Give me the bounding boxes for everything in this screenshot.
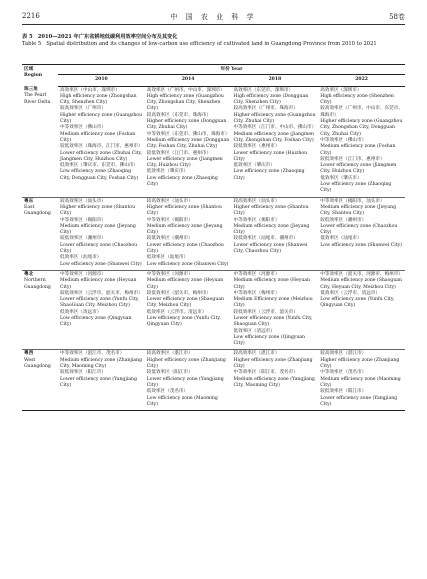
zone-entry-en: Low efficiency zone (Shanwei City): [320, 242, 402, 248]
efficiency-table: [22, 64, 405, 411]
zone-entry-cn: 较低效率区（汕尾市、潮州市）: [233, 236, 298, 242]
zone-entry-en: Lower efficiency zone (Jiangmen City, Huizhou City): [146, 156, 223, 169]
zone-entry-en: Medium efficiency zone (Foshan City): [320, 144, 396, 156]
zone-cell-2010: [58, 270, 145, 350]
region-name-cn: 粤西: [24, 351, 34, 357]
zone-entry-cn: 中等效率区（梅州市）: [233, 290, 280, 296]
zone-cell-2014: [145, 270, 232, 350]
zone-entry-en: Low efficiency zone (Qingyuan City): [60, 315, 132, 328]
zone-entry-cn: 中等效率区（阳江市、茂名市）: [233, 370, 298, 376]
year-header-2022: 2022: [318, 75, 405, 86]
zone-entry-en: High efficiency zone (Shenzhen City): [320, 93, 394, 106]
zone-entry-en: Lower efficiency zone (Jiangmen City, Huizhou City): [320, 163, 397, 175]
table-row-northern-guangdong: [22, 270, 405, 350]
zone-entry-cn: 中等效率区（揭阳市）: [60, 217, 106, 223]
zone-cell-2010: [58, 350, 145, 411]
zone-entry-cn: 中等效率区（揭阳市）: [233, 217, 280, 223]
year-header-2018: 2018: [232, 75, 319, 86]
zone-cell-2018: [232, 86, 319, 197]
zone-entry-cn: 低效率区（汕尾市）: [60, 255, 102, 261]
zone-entry-cn: 较高效率区（汕头市）: [60, 198, 106, 204]
zone-cell-2014: [145, 197, 232, 270]
zone-entry-cn: 中等效率区（湛江市、茂名市）: [60, 351, 125, 357]
zone-entry-en: Medium efficiency zone (Jieyang City): [60, 223, 136, 236]
zone-entry-cn: 较高效率区（广州市、珠海市）: [233, 106, 298, 112]
zone-entry-en: Lower efficiency zone (Shanwei City, Chaozhou City): [233, 242, 308, 255]
zone-entry-cn: 中等效率区（江门市、中山市、佛山市）: [233, 125, 317, 131]
caption-chinese: 表 5 2010—2021 年广东省耕地低碳利用效率空间分布及其变化: [22, 34, 178, 40]
zone-entry-en: Medium Efficiency zone (Meizhou City): [233, 297, 313, 309]
volume-label: 58卷: [389, 13, 405, 21]
zone-entry-en: Medium efficiency zone (Shaoguan City, Heyuan City, Meizhou City): [320, 278, 402, 290]
zone-entry-cn: 高效率区（深圳市）: [320, 87, 362, 93]
zone-entry-en: Medium efficiency zone (Jieyang City, Shantou City): [320, 204, 397, 217]
zone-entry-cn: 中等效率区（河源市）: [146, 271, 193, 277]
zone-entry-en: Higher efficiency zone (Shantou City): [233, 204, 309, 217]
zone-cell-2022: [318, 197, 405, 270]
zone-entry-cn: 中等效率区（东莞市、佛山市、珠海市）: [146, 131, 230, 137]
zone-entry-en: Medium efficiency zone (Heyuan City): [233, 278, 310, 290]
zone-entry-cn: 高效率区（东莞市、深圳市）: [233, 87, 294, 93]
zone-entry-cn: 低效率区（肇庆市、东莞市、佛山市）: [60, 163, 139, 169]
zone-entry-cn: 中等效率区（佛山市）: [60, 125, 106, 131]
zone-entry-en: Low efficiency zone (Zhaoqing City, Dongguan City, Foshan City): [60, 169, 139, 181]
zone-entry-cn: 中等效率区（韶关市、河源市、梅州市）: [320, 271, 403, 277]
table-caption: [22, 34, 405, 48]
zone-entry-cn: 较高效率区（湛江市）: [146, 351, 193, 357]
zone-entry-en: Higher efficiency zone (Zhanjiang City): [146, 357, 226, 370]
zone-cell-2018: [232, 270, 319, 350]
zone-entry-en: Lower efficiency zone (Yunfu City, Shaoguan City): [233, 315, 313, 328]
zone-entry-cn: 低效率区（清远市）: [60, 309, 102, 315]
zone-entry-cn: 较高效率区（广州市）: [60, 106, 106, 112]
zone-entry-en: Lower efficiency zone (Chaozhou City): [60, 242, 138, 255]
zone-entry-en: Lower efficiency zone (Yangjiang City): [60, 376, 137, 388]
zone-entry-en: Low efficiency zone (Shanwei City): [60, 261, 142, 267]
zone-entry-cn: 较低效率区（韶关市、梅州市）: [146, 290, 212, 296]
zone-entry-cn: 低效率区（汕尾市）: [146, 255, 189, 261]
zone-entry-cn: 低效率区（肇庆市）: [146, 169, 189, 175]
zone-entry-en: Higher efficiency zone (Guangzhou City): [60, 112, 143, 125]
zone-entry-cn: 较高效率区（汕头市）: [233, 198, 280, 204]
region-name-cn: 粤东: [24, 198, 34, 204]
zone-cell-2014: [145, 86, 232, 197]
zone-entry-cn: 中等效率区（揭阳市）: [146, 217, 193, 223]
zone-cell-2022: [318, 350, 405, 411]
zone-entry-en: Low efficiency zone (Zhaoqing City): [233, 169, 305, 181]
journal-title: 中 国 农 业 科 学: [170, 13, 257, 21]
zone-entry-cn: 较低效率区（阳江市）: [146, 370, 193, 376]
zone-cell-2022: [318, 86, 405, 197]
zone-entry-en: High efficiency zone (Zhongshan City, Shenzhen City): [60, 93, 137, 106]
zone-entry-en: Lower efficiency zone (Huizhou City): [233, 150, 308, 162]
table-row-pearl-river-delta: [22, 86, 405, 197]
region-name-cn: 珠三角: [24, 87, 38, 93]
region-name-en: Northern Guangdong: [24, 278, 51, 290]
zone-entry-en: Low efficiency zone (Shanwei City): [146, 261, 229, 267]
zone-entry-cn: 较低效率区（江门市、惠州市）: [320, 156, 385, 162]
zone-entry-cn: 较高效率区（汕头市）: [146, 198, 193, 204]
zone-entry-cn: 低效率区（汕尾市）: [320, 236, 362, 242]
zone-entry-cn: 中等效率区（揭阳市、汕头市）: [320, 198, 385, 204]
zone-cell-2018: [232, 197, 319, 270]
zone-entry-cn: 高效率区（广州市、中山市、深圳市）: [146, 87, 225, 93]
zone-entry-cn: 较高效率区（湛江市）: [233, 351, 280, 357]
zone-entry-en: Higher efficiency zone (Guangzhou City, Zhuhai City): [233, 112, 316, 125]
zone-entry-cn: 较低效率区（阳江市）: [320, 389, 367, 395]
zone-entry-cn: 较低效率区（云浮市、韶关市）: [233, 309, 298, 315]
zone-entry-en: Medium efficiency zone (Jieyang City): [233, 223, 310, 236]
table-row-west-guangdong: [22, 350, 405, 411]
region-name-en: West Guangdong: [24, 357, 51, 370]
zone-cell-2010: [58, 86, 145, 197]
zone-entry-en: Lower efficiency zone (Yangjiang City): [146, 376, 224, 388]
zone-entry-cn: 低效率区（肇庆市）: [233, 163, 275, 169]
zone-entry-cn: 较高效率区（湛江市）: [320, 351, 367, 357]
zone-entry-en: Higher efficiency zone (Shantou City): [60, 204, 136, 217]
zone-cell-2022: [318, 270, 405, 350]
zone-entry-en: Lower efficiency zone (Yunfu City, ShaoGuan City, Meizhou City): [60, 297, 139, 309]
zone-entry-en: Higher efficiency zone (Zhanjiang City): [320, 357, 400, 370]
zone-entry-en: Lower efficiency zone (Chaozhou City): [320, 223, 398, 236]
zone-entry-en: Lower efficiency zone (Zhuhai City, Jiangmen City, Huizhou City): [60, 150, 143, 162]
region-column-header: [22, 65, 58, 87]
zone-entry-cn: 较低效率区（珠海市、江门市、惠州市）: [60, 144, 143, 150]
zone-entry-cn: 中等效率区（佛山市）: [320, 137, 367, 143]
zone-entry-en: Medium efficiency zone (Heyuan City): [146, 278, 224, 290]
region-name-cell: [22, 350, 58, 411]
zone-entry-cn: 低效率区（茂名市）: [146, 389, 189, 395]
zone-entry-en: Lower efficiency zone (Yangjiang City): [320, 395, 398, 407]
zone-entry-en: Medium efficiency zone (Foshan City): [60, 131, 136, 143]
zone-entry-en: High efficiency zone (Dongguan City, Shenzhen City): [233, 93, 309, 106]
caption-english: Table 5 Spatial distribution and its changes of low-carbon use efficiency of cultivated land in Guangdong Province from 2010 to 2021: [22, 41, 377, 47]
region-name-cell: [22, 86, 58, 197]
zone-entry-cn: 高效率区（中山市、深圳市）: [60, 87, 120, 93]
zone-entry-cn: 较低效率区（潮州市）: [60, 236, 106, 242]
zone-entry-cn: 较低效率区（潮州市）: [320, 217, 367, 223]
zone-cell-2010: [58, 197, 145, 270]
zone-entry-en: Low efficiency zone (Qingyuan City): [233, 334, 306, 347]
zone-entry-cn: 较低效率区（云浮市、韶关市、梅州市）: [60, 290, 143, 296]
zone-entry-cn: 中等效率区（河源市）: [233, 271, 280, 277]
zone-entry-en: Lower efficiency zone (Chaozhou City): [146, 242, 224, 255]
year-span-header: 年份 Year: [58, 65, 405, 75]
zone-entry-en: Higher efficiency zone (Shantou City): [146, 204, 222, 217]
zone-entry-cn: 中等效率区（河源市）: [60, 271, 106, 277]
zone-entry-cn: 低效率区（云浮市、清远市）: [146, 309, 207, 315]
zone-entry-en: Medium efficiency zone (Yangjiang City, Maoming City): [233, 376, 315, 388]
zone-entry-cn: 低效率区（清远市）: [233, 328, 275, 334]
zone-entry-en: Higher efficiency zone (Guangzhou City, Zhongshan City, Dongguan City, Zhuhai City): [320, 119, 403, 137]
zone-entry-cn: 较低效率区（惠州市）: [233, 144, 280, 150]
zone-cell-2014: [145, 350, 232, 411]
zone-cell-2018: [232, 350, 319, 411]
zone-entry-en: Medium efficiency zone (Jiangmen City, Zhongshan City, Foshan City): [233, 131, 315, 143]
zone-entry-en: Higher efficiency zone (Zhanjiang City): [233, 357, 313, 370]
zone-entry-en: Low efficiency zone (Yunfu City, Qingyuan City): [320, 297, 395, 309]
zone-entry-en: Medium efficiency zone (Zhanjiang City, Maoming City): [60, 357, 142, 370]
zone-entry-en: Medium efficiency zone (Heyuan City): [60, 278, 137, 290]
zone-entry-en: Low efficiency zone (Zhaoqing City): [320, 182, 392, 194]
running-header: [22, 10, 405, 24]
zone-entry-en: Lower efficiency zone (Shaoguan City, Meizhou City): [146, 297, 224, 309]
region-name-cell: [22, 270, 58, 350]
table-row-east-guangdong: [22, 197, 405, 270]
region-name-cell: [22, 197, 58, 270]
zone-entry-en: Low efficiency zone (Maoming City): [146, 395, 218, 407]
page-number: 2216: [22, 12, 40, 20]
region-name-en: The Pearl River Delta: [24, 93, 51, 105]
region-header-cn: 区域: [24, 67, 34, 72]
zone-entry-cn: 较低效率区（阳江市）: [60, 370, 106, 376]
zone-entry-cn: 较高效率区（广州市、中山市、东莞市、珠海市）: [320, 106, 403, 118]
year-header-2014: 2014: [145, 75, 232, 86]
zone-entry-en: Medium efficiency zone (Jieyang City): [146, 223, 223, 236]
zone-entry-en: Higher efficiency zone (Dongguan City, Zhuhai City): [146, 119, 227, 131]
zone-entry-en: High efficiency zone (Guangzhou City, Zhongshan City, Shenzhen City): [146, 93, 224, 112]
zone-entry-en: Medium efficiency zone (Dongguan City, Foshan City, Zhuhai City): [146, 137, 230, 150]
zone-entry-en: Low efficiency zone (Yunfu City, Qingyuan City): [146, 315, 221, 328]
zone-entry-en: Low efficiency zone (Zhaoqing City): [146, 175, 218, 188]
zone-entry-cn: 较高效率区（东莞市、珠海市）: [146, 112, 212, 118]
zone-entry-en: Medium efficiency zone (Maoming City): [320, 376, 401, 388]
zone-entry-cn: 较低效率区（江门市、惠州市）: [146, 150, 212, 156]
region-name-cn: 粤北: [24, 271, 34, 277]
zone-entry-cn: 低效率区（云浮市、清远市）: [320, 290, 380, 296]
year-header-2010: 2010: [58, 75, 145, 86]
region-name-en: East Guangdong: [24, 204, 51, 217]
header-rule: [22, 24, 405, 25]
table-body: [22, 86, 405, 411]
region-header-en: Region: [24, 73, 43, 79]
zone-entry-cn: 低效率区（肇庆市）: [320, 175, 362, 181]
zone-entry-cn: 较低效率区（潮州市）: [146, 236, 193, 242]
zone-entry-cn: 中等效率区（茂名市）: [320, 370, 367, 376]
